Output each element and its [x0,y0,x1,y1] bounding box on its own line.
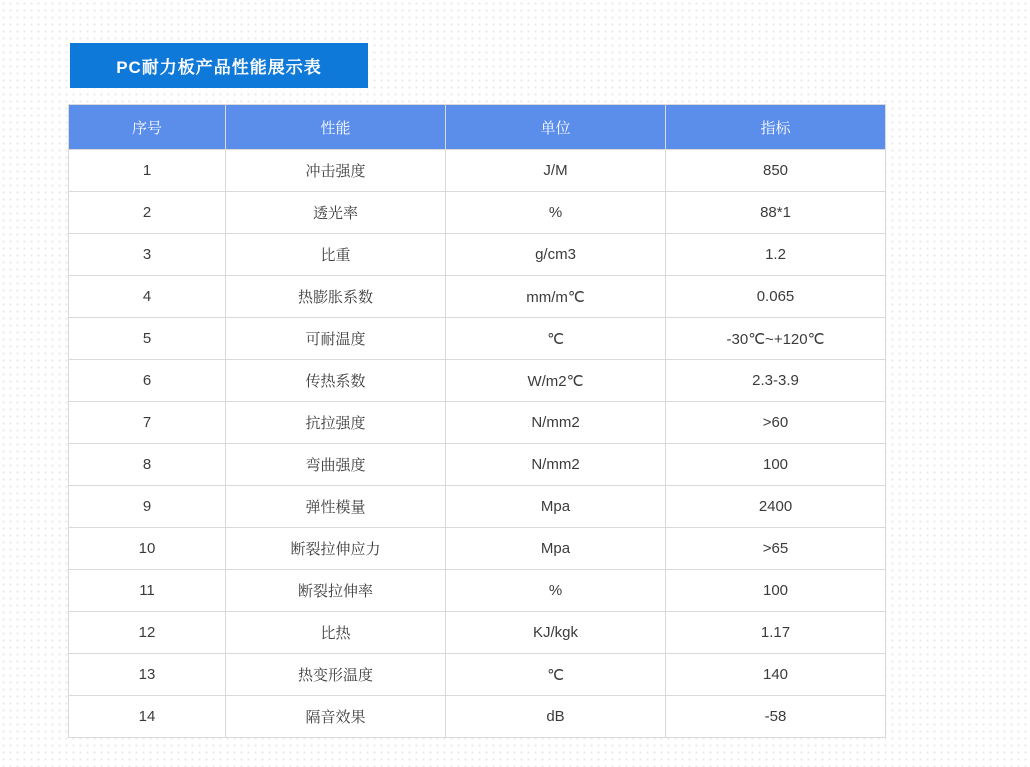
cell-value: 88*1 [666,192,886,234]
table-body [69,150,886,738]
cell-unit: W/m2℃ [446,360,666,402]
cell-property: 隔音效果 [226,696,446,738]
cell-index: 6 [69,360,226,402]
table-row [69,318,886,360]
cell-value: 100 [666,444,886,486]
cell-unit: dB [446,696,666,738]
cell-index: 12 [69,612,226,654]
cell-unit: ℃ [446,654,666,696]
table-header [69,105,886,150]
cell-unit: J/M [446,150,666,192]
cell-property: 比热 [226,612,446,654]
table-row [69,402,886,444]
title-banner [70,43,368,88]
cell-value: 1.2 [666,234,886,276]
cell-unit: g/cm3 [446,234,666,276]
cell-value: 1.17 [666,612,886,654]
cell-property: 传热系数 [226,360,446,402]
cell-value: 2.3-3.9 [666,360,886,402]
cell-unit: mm/m℃ [446,276,666,318]
table-row [69,486,886,528]
cell-value: -58 [666,696,886,738]
cell-property: 断裂拉伸应力 [226,528,446,570]
spec-table [68,104,886,738]
cell-value: >60 [666,402,886,444]
cell-index: 14 [69,696,226,738]
column-header-property: 性能 [226,105,446,150]
cell-property: 热变形温度 [226,654,446,696]
cell-index: 8 [69,444,226,486]
table-row [69,612,886,654]
cell-index: 4 [69,276,226,318]
cell-index: 10 [69,528,226,570]
cell-index: 7 [69,402,226,444]
cell-index: 11 [69,570,226,612]
table-row [69,528,886,570]
column-header-value: 指标 [666,105,886,150]
cell-property: 冲击强度 [226,150,446,192]
cell-unit: Mpa [446,486,666,528]
cell-value: -30℃~+120℃ [666,318,886,360]
table-row [69,360,886,402]
cell-unit: % [446,192,666,234]
table-row [69,654,886,696]
table-row [69,192,886,234]
page-title: PC耐力板产品性能展示表 [116,58,322,77]
table-row [69,150,886,192]
table-row [69,696,886,738]
cell-property: 抗拉强度 [226,402,446,444]
header-row [69,105,886,150]
column-header-index: 序号 [69,105,226,150]
cell-property: 弹性模量 [226,486,446,528]
cell-unit: N/mm2 [446,444,666,486]
cell-unit: % [446,570,666,612]
cell-value: 2400 [666,486,886,528]
cell-value: 140 [666,654,886,696]
cell-index: 3 [69,234,226,276]
cell-index: 13 [69,654,226,696]
cell-index: 2 [69,192,226,234]
cell-value: 0.065 [666,276,886,318]
cell-property: 透光率 [226,192,446,234]
cell-value: 100 [666,570,886,612]
table-row [69,444,886,486]
cell-value: 850 [666,150,886,192]
cell-unit: KJ/kgk [446,612,666,654]
cell-unit: ℃ [446,318,666,360]
table-row [69,234,886,276]
cell-index: 1 [69,150,226,192]
cell-property: 比重 [226,234,446,276]
cell-property: 弯曲强度 [226,444,446,486]
cell-index: 5 [69,318,226,360]
cell-property: 热膨胀系数 [226,276,446,318]
cell-unit: Mpa [446,528,666,570]
cell-value: >65 [666,528,886,570]
table-row [69,570,886,612]
cell-property: 可耐温度 [226,318,446,360]
cell-property: 断裂拉伸率 [226,570,446,612]
table-row [69,276,886,318]
column-header-unit: 单位 [446,105,666,150]
cell-index: 9 [69,486,226,528]
cell-unit: N/mm2 [446,402,666,444]
